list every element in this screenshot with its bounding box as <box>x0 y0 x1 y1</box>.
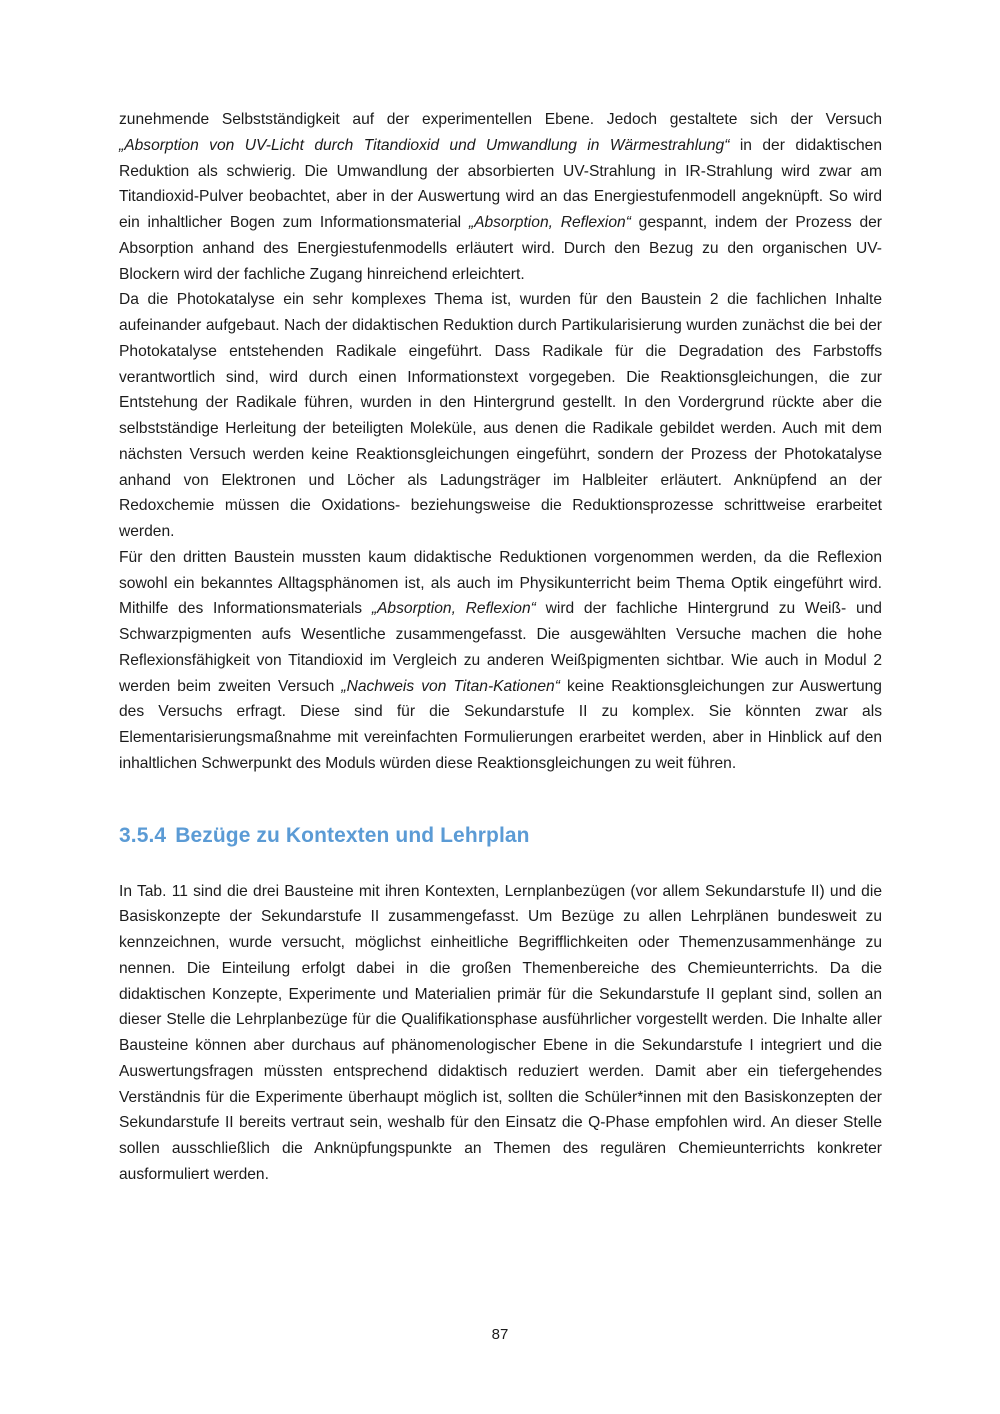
italic-text-run: „Absorption von UV-Licht durch Titandioxid und Umwandlung in Wärmestrahlung“ <box>119 136 730 154</box>
text-run: Da die Photokatalyse ein sehr komplexes Thema ist, wurden für den Baustein 2 die fachlichen Inhalte aufeinander aufgebaut. Nach der didaktischen Reduktion durch Partikularisierung wurden zunächst die bei der Photokatalyse entstehenden Radikale eingeführt. Dass Radikale für die Degradation des Farbstoffs verantwortlich sind, wird durch einen Informationstext vorgegeben. Die Reaktionsgleichungen, die zur Entstehung der Radikale führen, wurden in den Hintergrund gestellt. In den Vordergrund rückte aber die selbstständige Herleitung der beteiligten Moleküle, aus denen die Radikale gebildet werden. Auch mit dem nächsten Versuch werden keine Reaktionsgleichungen eingeführt, sondern der Prozess der Photokatalyse anhand von Elektronen und Löcher als Ladungsträger im Halbleiter erläutert. Anknüpfend an der Redoxchemie müssen die Oxidations- beziehungsweise die Reduktionsprozesse schrittweise erarbeitet werden. <box>119 291 882 540</box>
section-heading-title: Bezüge zu Kontexten und Lehrplan <box>175 823 530 847</box>
text-run: Für den dritten Baustein mussten kaum didaktische Reduktionen vorgenommen werden, da die Reflexion sowohl ein bekanntes Alltagsphänomen ist, als auch im Physikunterricht beim Thema Optik eingeführt wird. Mithilfe des Informationsmaterials <box>119 548 882 618</box>
section-heading <box>119 822 882 849</box>
text-run: keine Reaktionsgleichungen zur Auswertung des Versuchs erfragt. Diese sind für die Sekundarstufe II zu komplex. Sie könnten zwar als Elementarisierungsmaßnahme mit vereinfachten Formulierungen erarbeitet werden, aber in Hinblick auf den inhaltlichen Schwerpunkt des Moduls würden diese Reaktionsgleichungen zu weit führen. <box>119 677 882 772</box>
text-run: wird der fachliche Hintergrund zu Weiß- und Schwarzpigmenten aufs Wesentliche zusammengefasst. Die ausgewählten Versuche machen die hohe Reflexionsfähigkeit von Titandioxid im Vergleich zu anderen Weißpigmenten sichtbar. Wie auch in Modul 2 werden beim zweiten Versuch <box>119 600 882 695</box>
body-paragraph-4 <box>119 879 882 1188</box>
text-run: gespannt, indem der Prozess der Absorption anhand des Energiestufenmodells erläutert wird. Durch den Bezug zu den organischen UV-Blockern wird der fachliche Zugang hinreichend erleichtert. <box>119 214 882 283</box>
page-number: 87 <box>491 1326 509 1343</box>
text-run: In Tab. 11 sind die drei Bausteine mit ihren Kontexten, Lernplanbezügen (vor allem Sekundarstufe II) und die Basiskonzepte der Sekundarstufe II zusammengefasst. Um Bezüge zu allen Lehrplänen bundesweit zu kennzeichnen, wurde versucht, möglichst einheitliche Begrifflichkeiten oder Themenzusammenhänge zu nennen. Die Einteilung erfolgt dabei in die großen Themenbereiche des Chemieunterrichts. Da die didaktischen Konzepte, Experimente und Materialien primär für die Sekundarstufe II geplant sind, sollen an dieser Stelle die Lehrplanbezüge für die Qualifikationsphase ausführlicher vorgestellt werden. Die Inhalte aller Bausteine können aber durchaus auf phänomenologischer Ebene in die Sekundarstufe I integriert und die Auswertungsfragen müssten entsprechend didaktisch reduziert werden. Damit aber ein tiefergehendes Verständnis für die Experimente überhaupt möglich ist, sollten die Schüler*innen mit den Basiskonzepten der Sekundarstufe II bereits vertraut sein, weshalb für den Einsatz die Q-Phase empfohlen wird. An dieser Stelle sollen ausschließlich die Anknüpfungspunkte an Themen des regulären Chemieunterrichts konkreter ausformuliert werden. <box>119 882 882 1183</box>
italic-text-run: „Absorption, Reflexion“ <box>371 600 536 618</box>
section-heading-number: 3.5.4 <box>119 823 167 847</box>
body-paragraph-1 <box>119 107 882 287</box>
text-run: zunehmende Selbstständigkeit auf der experimentellen Ebene. Jedoch gestaltete sich der Versuch <box>119 111 882 128</box>
page-footer <box>0 1324 1000 1346</box>
italic-text-run: „Nachweis von Titan-Kationen“ <box>341 677 560 695</box>
page-content <box>119 107 882 1188</box>
body-paragraph-2 <box>119 287 882 545</box>
text-run: in der didaktischen Reduktion als schwierig. Die Umwandlung der absorbierten UV-Strahlung in IR-Strahlung wird zwar am Titandioxid-Pulver beobachtet, aber in der Auswertung wird an das Energiestufenmodell angeknüpft. So wird ein inhaltlicher Bogen zum Informationsmaterial <box>119 136 883 231</box>
body-paragraph-3 <box>119 545 882 777</box>
italic-text-run: „Absorption, Reflexion“ <box>468 214 631 231</box>
